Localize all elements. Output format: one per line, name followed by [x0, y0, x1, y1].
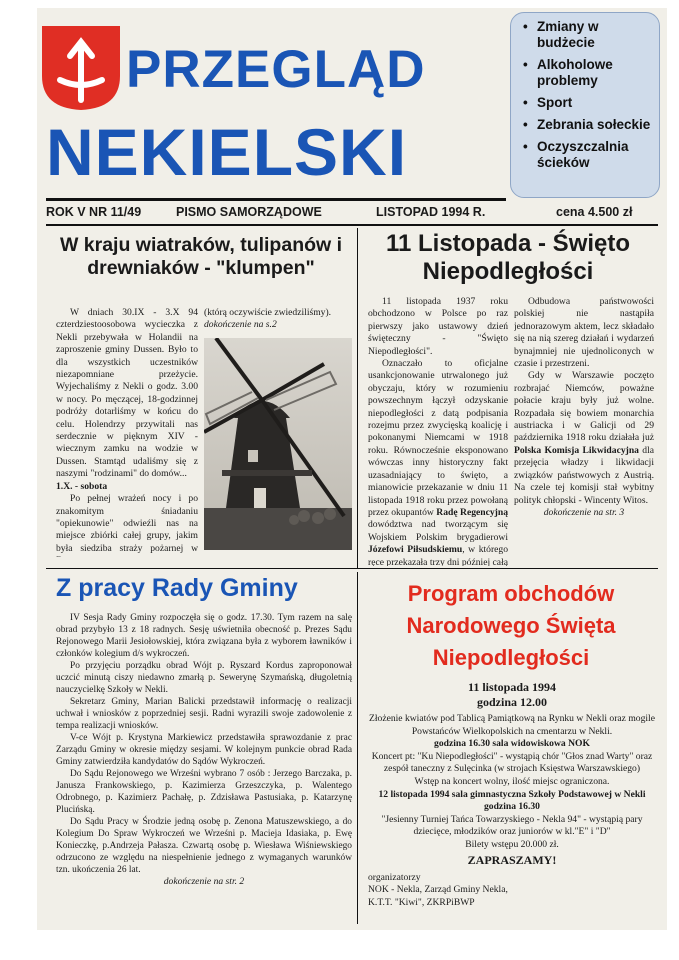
issue-date: LISTOPAD 1994 R.: [376, 205, 486, 219]
article-paragraph: (którą oczywiście zwiedziliśmy).: [204, 307, 332, 318]
article-headline-windmills: W kraju wiatraków, tulipanów i drewniaków - "klumpen": [59, 234, 343, 279]
article-subheading: 1.X. - sobota: [56, 480, 108, 492]
article-text: dla przejęcia władzy i likwidacji związków państwowych z Austrią. Na czele tej komisji stał wybitny polityk chłopski - Wincenty Witos.: [514, 444, 654, 506]
article-paragraph: IV Sesja Rady Gminy rozpoczęła się o godz. 17.30. Tym razem na salę obrad przybyło 13 z 18 radnych. Sesję uświetniła obecność p. Prezes Sądu Rejonowego Marii Jesiołowskiej, która związana była z wyborem ławników i członków kolegium d/s wykroczeń.: [56, 613, 352, 659]
article-paragraph: 11 listopada 1937 roku obchodzono w Polsce po raz pierwszy jako ustawowy dzień święteczny - "Święto Niepodległości".: [368, 296, 508, 357]
article-text: Gdy w Warszawie poczęto rozbrajać Niemców, poważne połacie kraju były już wolne. Rozpadała się bowiem monarchia austriacka i w Galicji od 29 października 1918 roku działała już: [514, 370, 654, 444]
issue-type: PISMO SAMORZĄDOWE: [176, 205, 322, 219]
section-divider: [46, 568, 658, 569]
article-headline-independence: 11 Listopada - Święto Niepodległości: [385, 230, 631, 286]
article-paragraph: W dniach 30.IX - 3.X 94 czterdziestoosobowa wycieczka z Nekli przebywała w Holandii na zaproszenie gminy Dussen. Było to dla wszystkich uczestników niezapomniane przeżycie. Wyjechaliśmy z Nekli o godz. 3.00 w nocy. Po męczącej, 18-godzinnej podróży dotarliśmy w końcu do celu. Holendrzy przywitali nas serdecznie w pięknym XIV - wiecznym zamku na wodzie w Dussen. Stamtąd udaliśmy się z naszymi "rodzinami" do domów...: [56, 307, 198, 480]
issue-rule: [46, 224, 658, 226]
bold-term: Polska Komisja Likwidacyjna: [514, 444, 639, 456]
contents-item: • Zebrania sołeckie: [523, 117, 651, 133]
article-paragraph: [368, 358, 508, 566]
article-text: dowództwa nad tworzącym się Wojskiem Polskim brygadierowi: [368, 519, 508, 543]
program-headline: Program obchodów Narodowego Święta Niepodległości: [406, 581, 616, 670]
article-paragraph: Po pełnej wrażeń nocy i po znakomitym śniadaniu "opiekunowie" odwieźli nas na miejsce zbiórki całej grupy, jakim była siedziba straży pożarnej w: [56, 493, 198, 554]
program-line: "Jesienny Turniej Tańca Towarzyskiego - Nekla 94" - wystąpią pary dziecięce, młodzików oraz juniorów w kl."E" i "D": [381, 813, 643, 838]
article-text-independence-col2: [514, 296, 654, 566]
article-paragraph: [514, 370, 654, 506]
article-paragraph: Odbudowa państwowości polskiej nie nastąpiła jednorazowym aktem, lecz składało się na nią szereg działań i wydarzeń bynajmniej nie ujednoliconych w czasie i przestrzeni.: [514, 296, 654, 370]
article-text-council: [56, 612, 352, 888]
masthead-title-line2: NEKIELSKI: [46, 115, 408, 189]
organizers-line: NOK - Nekla, Zarząd Gminy Nekla,: [368, 884, 508, 896]
article-headline-council: Z pracy Rady Gminy: [56, 574, 298, 602]
program-line: Złożenie kwiatów pod Tablicą Pamiątkową na Rynku w Nekli oraz mogile Powstańców Wielkopolskich na cmentarzu w Nekli.: [369, 713, 655, 737]
bold-term: Józefowi Piłsudskiemu: [368, 544, 463, 556]
bold-term: Radę Regencyjną: [436, 506, 508, 518]
issue-volume: ROK V NR 11/49: [46, 205, 142, 219]
contents-item: • Sport: [523, 95, 651, 111]
column-divider: [357, 228, 358, 568]
masthead-rule: [46, 198, 506, 201]
organizers-line: K.T.T. "Kiwi", ZKRPiBWP: [368, 896, 475, 908]
article-paragraph: Sekretarz Gminy, Marian Balicki przedstawił informację o realizacji uchwał i wniosków z poprzedniej sesji. Radni wyrazili swoje zadowolenie z tempa realizacji wniosków.: [56, 697, 352, 731]
organizers-label: organizatorzy: [368, 871, 421, 883]
masthead-title-line1: PRZEGLĄD: [126, 40, 426, 99]
program-date: 11 listopada 1994: [467, 680, 557, 694]
program-line: godzina 16.30 sala widowiskowa NOK: [434, 738, 590, 750]
contents-item: • Zmiany w budżecie: [523, 19, 651, 51]
continuation-note[interactable]: dokończenie na str. 3: [543, 506, 625, 518]
program-line: 12 listopada 1994 sala gimnastyczna Szkoły Podstawowej w Nekli: [378, 788, 646, 800]
program-line: Koncert pt: "Ku Niepodległości" - wystąpią chór "Głos znad Warty" oraz zespół taneczny z Sulęcinka (w strojach Księstwa Warszawskiego): [371, 750, 653, 775]
program-invite: ZAPRASZAMY!: [467, 852, 557, 867]
windmill-photo: [204, 338, 352, 550]
program-details: [368, 680, 656, 909]
contents-item: • Alkoholowe problemy: [523, 57, 651, 89]
article-text: Oznaczało to oficjalne usankcjonowanie utrwalonego już obyczaju, który w rozumieniu powszechnym łączył odzyskanie niepodległości z datą podpisania rozejmu przez zwycięską koalicję i pokonanymi Niemcami w 1918 roku. Równocześnie eksponowano wówczas inny historyczny fakt uzasadniający to święto, a mianowicie przekazanie w dniu 11 listopada 1918 roku przez powołaną przez okupantów: [368, 358, 508, 518]
article-text-independence-col1: [368, 296, 508, 566]
arrow-crest-icon: [40, 24, 122, 112]
article-side-text: [204, 307, 354, 332]
article-text-windmills: [56, 307, 198, 557]
article-paragraph: V-ce Wójt p. Krystyna Markiewicz przedstawiła sprawozdanie z prac Zarządu Gminy w okresie między sesjami. W kolejnym punkcie obrad Rada Gminy zatwierdziła kandydatów do Sądów Wykroczeń.: [56, 733, 352, 767]
column-divider-lower: [357, 572, 358, 924]
issue-price: cena 4.500 zł: [556, 205, 633, 219]
article-paragraph: Do Sądu Pracy w Środzie jedną osobę p. Zenona Matuszewskiego, a do Kolegium Do Spraw Wykroczeń we Wrześni p. Macieja Idasiaka, p. Ewę Konieczkę, p.Andrzeja Pałasza. Czwartą osobę p. Wiesława Wiśniewskiego odrzucono ze względu na niespełnienie jednego z wymaganych warunków tzn. ukończenia 26 lat.: [56, 817, 352, 875]
contents-box: [510, 12, 660, 198]
program-line: Bilety wstępu 20.000 zł.: [465, 838, 559, 850]
program-line: Wstęp na koncert wolny, ilość miejsc ograniczona.: [414, 775, 610, 787]
continuation-note[interactable]: dokończenie na str. 2: [163, 876, 245, 887]
article-text: , w którego ręce przekazała trzy dni później całą: [368, 544, 508, 566]
article-paragraph: Po przyjęciu porządku obrad Wójt p. Ryszard Kordus zaproponował uczcić minutą ciszy niedawno zmarłą p. Sewerynę Szymańską, długoletnią nauczycielkę Szkoły w Nekli.: [56, 661, 352, 695]
program-line: godzina 16.30: [484, 801, 540, 813]
article-paragraph: Do Sądu Rejonowego we Wrześni wybrano 7 osób : Jerzego Barczaka, p. Janusza Frankowskiego, p. Kazimierza Grzeszczyka, p. Walentego Odrobnego, p. Kazimierz Pachałę, p. Zdzisława Pastusiaka, p. Katarzynę Plucińską.: [56, 769, 352, 815]
program-time: godzina 12.00: [476, 695, 547, 709]
continuation-note[interactable]: dokończenie na s.2: [204, 319, 277, 331]
contents-item: • Oczyszczalnia ścieków: [523, 139, 651, 171]
